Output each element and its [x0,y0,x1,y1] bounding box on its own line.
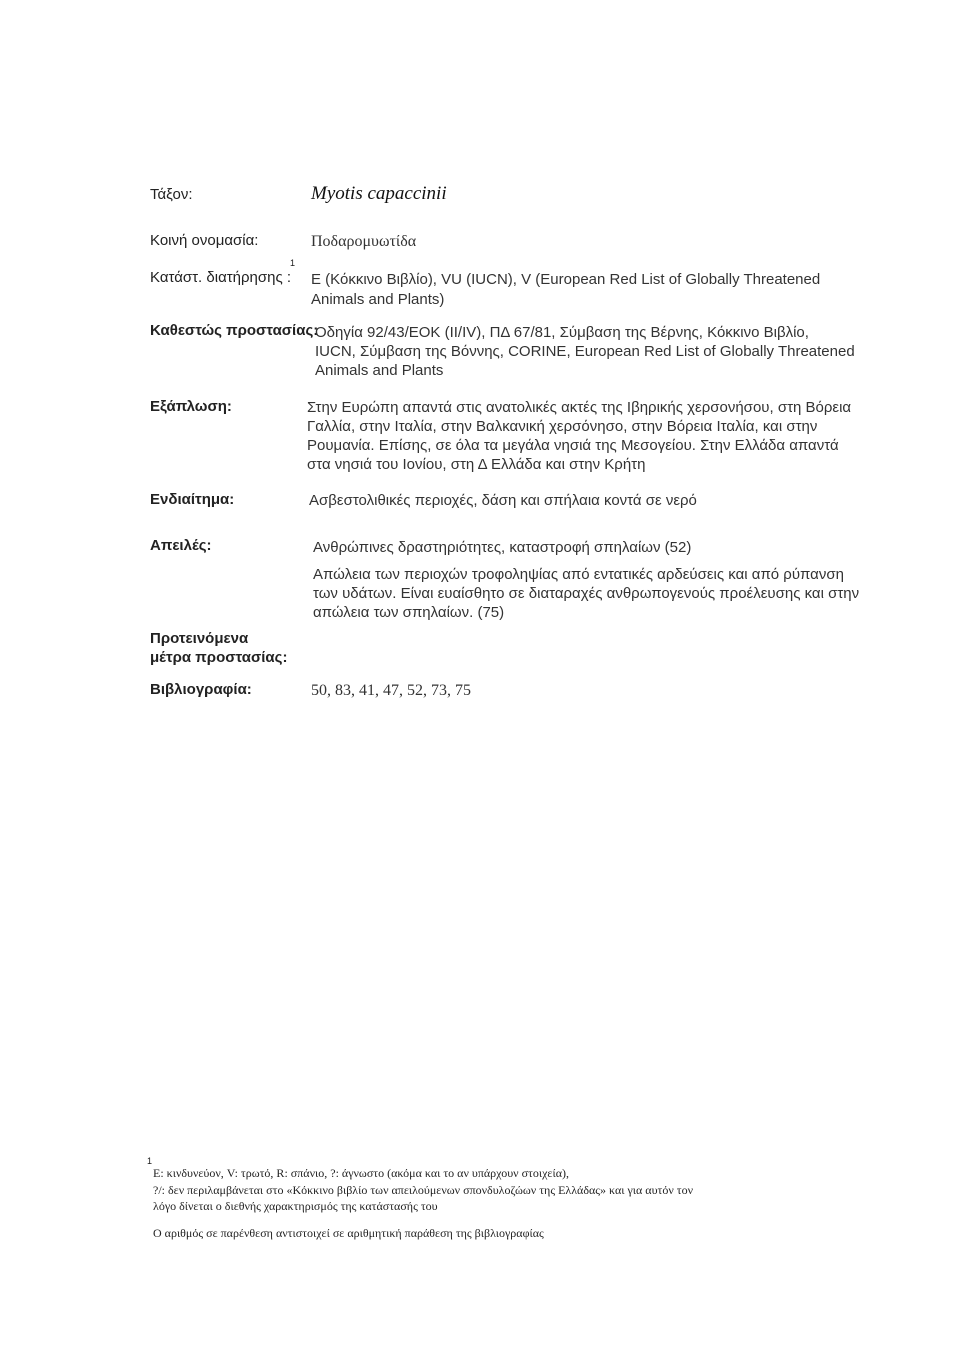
threats-line: Απώλεια των περιοχών τροφοληψίας από εντατικές αρδεύσεις και από ρύπανση [313,566,844,583]
footnote-superscript: 1 [290,258,296,268]
conservation-status-value-line2: Animals and Plants) [311,291,445,308]
footnote-marker: 1 [147,1156,153,1166]
protection-status-value-line2: IUCN, Σύμβαση της Βόννης, CORINE, European Red List of Globally Threatened [315,343,855,360]
proposed-measures-label-line2: μέτρα προστασίας: [150,649,288,666]
common-name-label: Κοινή ονομασία: [150,232,259,249]
habitat-label: Ενδιαίτημα: [150,491,235,508]
habitat-value: Ασβεστολιθικές περιοχές, δάση και σπήλαια κοντά σε νερό [309,492,697,509]
taxon-value: Myotis capaccinii [311,183,447,204]
protection-status-label: Καθεστώς προστασίας: [150,322,319,339]
threats-label: Απειλές: [150,537,212,554]
bibliography-value: 50, 83, 41, 47, 52, 73, 75 [311,682,471,699]
distribution-label: Εξάπλωση: [150,398,232,415]
conservation-status-label [150,269,291,286]
distribution-line: στα νησιά του Ιονίου, στη Δ Ελλάδα και στην Κρήτη [307,456,646,473]
conservation-status-value-line1: Ε (Κόκκινο Βιβλίο), VU (IUCN), V (European Red List of Globally Threatened [311,271,821,288]
threats-line: απώλεια των σπηλαίων. (75) [313,604,505,621]
protection-status-value-line1: Οδηγία 92/43/ΕΟΚ (ΙΙ/ΙV), ΠΔ 67/81, Σύμβαση της Βέρνης, Κόκκινο Βιβλίο, [315,324,809,341]
threats-line: των υδάτων. Είναι ευαίσθητο σε διαταραχές ανθρωπογενούς προέλευσης και στην [313,585,860,602]
footnote-line: λόγο δίνεται ο διεθνής χαρακτηρισμός της κατάστασής του [153,1199,438,1213]
protection-status-value-line3: Animals and Plants [315,362,444,379]
threats-paragraph-1: Ανθρώπινες δραστηριότητες, καταστροφή σπηλαίων (52) [313,539,692,556]
footnote-line: ?/: δεν περιλαμβάνεται στο «Κόκκινο βιβλίο των απειλούμενων σπονδυλοζώων της Ελλάδας» και για αυτόν τον [153,1183,694,1197]
common-name-value: Ποδαρομυωτίδα [311,233,417,250]
proposed-measures-label-line1: Προτεινόμενα [150,630,249,647]
distribution-line: Στην Ευρώπη απαντά στις ανατολικές ακτές της Ιβηρικής χερσονήσου, στη Βόρεια [307,399,852,416]
taxon-label: Τάξον: [150,186,193,203]
distribution-line: Ρουμανία. Επίσης, σε όλα τα μεγάλα νησιά της Μεσογείου. Στην Ελλάδα απαντά [307,437,839,454]
conservation-status-label-text: Κατάστ. διατήρησης : [150,269,292,286]
footnote-note: Ο αριθμός σε παρένθεση αντιστοιχεί σε αριθμητική παράθεση της βιβλιογραφίας [153,1226,544,1240]
distribution-line: Γαλλία, στην Ιταλία, στην Βαλκανική χερσόνησο, στην Βόρεια Ιταλία, και στην [307,418,818,435]
bibliography-label: Βιβλιογραφία: [150,681,252,698]
footnote-line: Ε: κινδυνεύον, V: τρωτό, R: σπάνιο, ?: άγνωστο (ακόμα και το αν υπάρχουν στοιχεία), [153,1166,569,1180]
